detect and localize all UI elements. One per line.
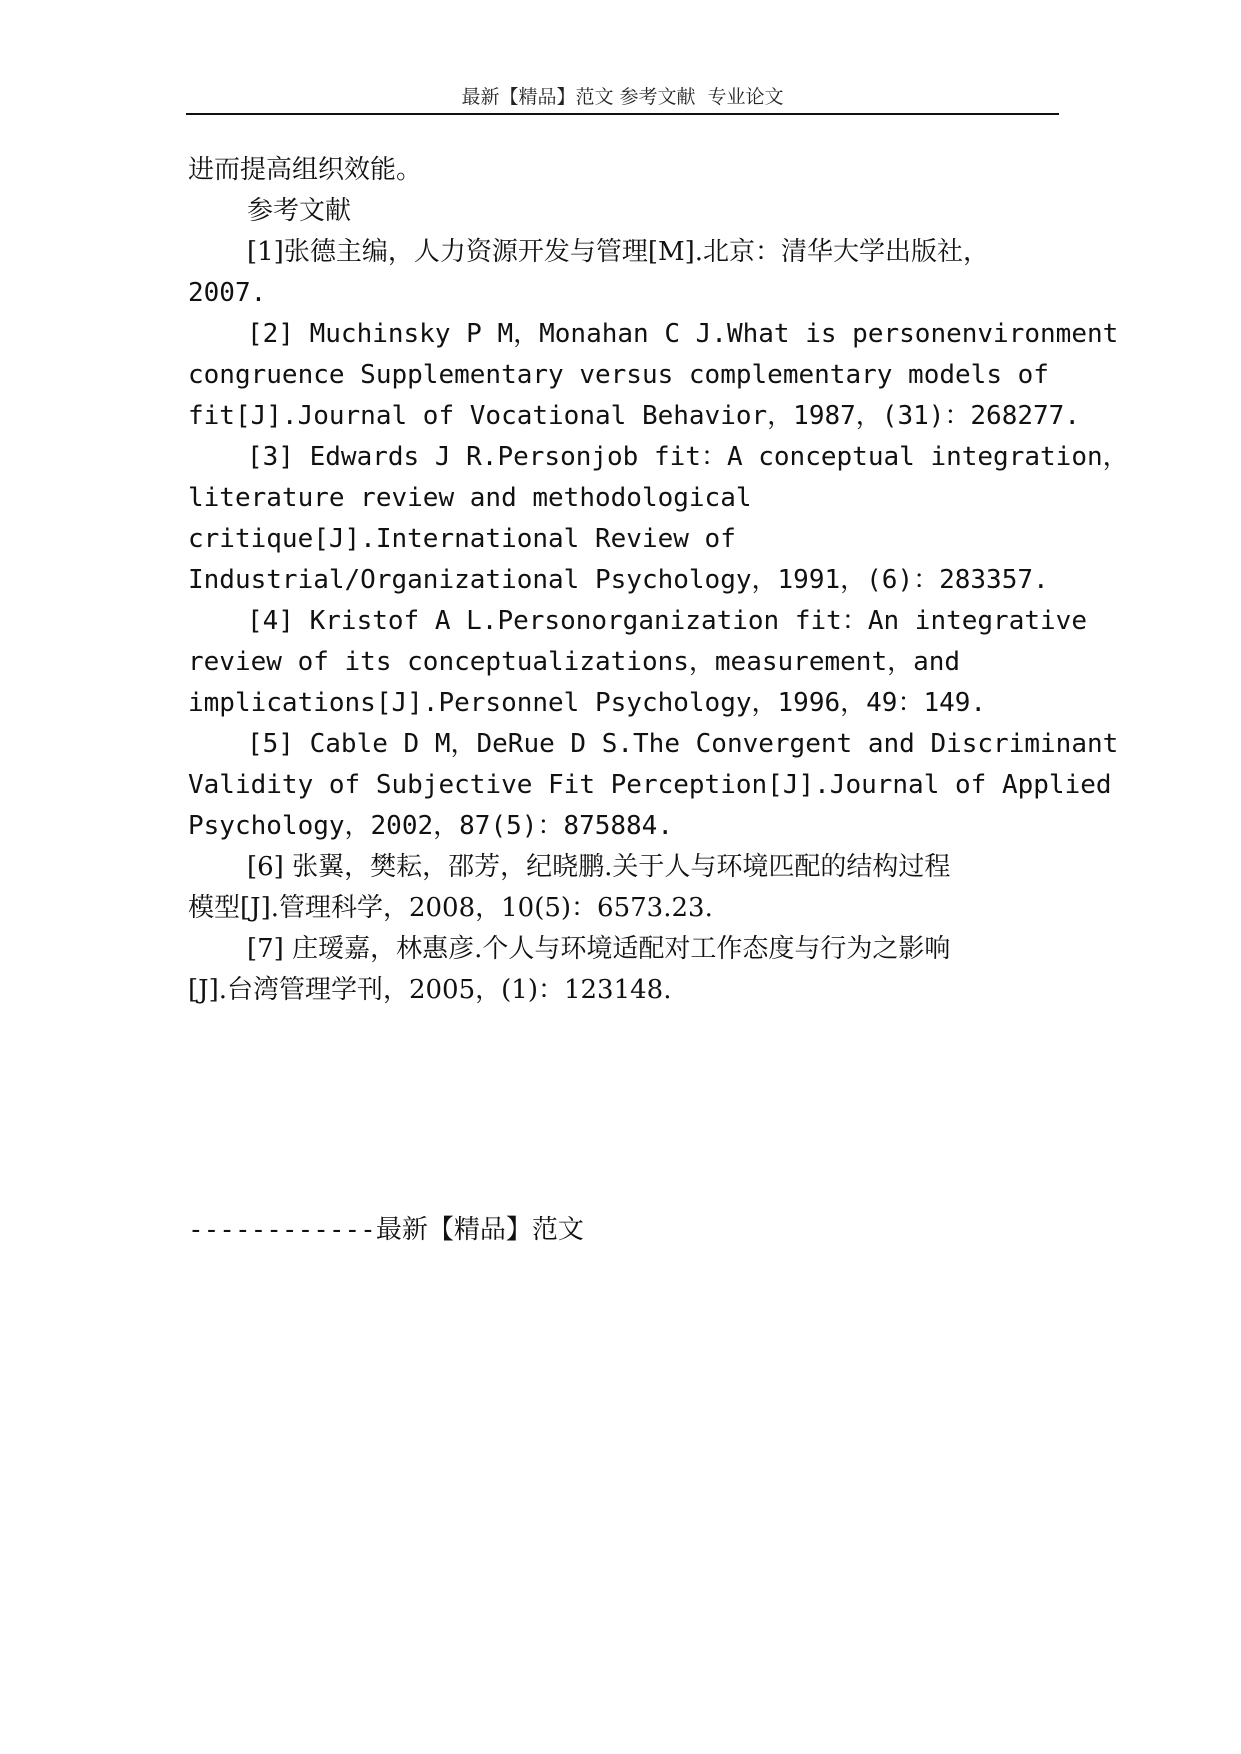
header-divider [186, 113, 1059, 115]
references-heading: 参考文献 [247, 196, 352, 226]
reference-line: Psychology，2002，87(5)：875884. [188, 811, 673, 841]
reference-line: [7] 庄瑷嘉，林惠彦.个人与环境适配对工作态度与行为之影响 [247, 934, 951, 964]
reference-line: critique[J].International Review of [188, 524, 736, 554]
running-header: 最新【精品】范文 参考文献 专业论文 [461, 86, 784, 108]
reference-line: [5] Cable D M，DeRue D S.The Convergent and Discriminant [247, 729, 1119, 759]
reference-line: implications[J].Personnel Psychology，1996，49：149. [188, 688, 987, 718]
reference-line: literature review and methodological [188, 483, 752, 513]
reference-line: 模型[J].管理科学，2008，10(5)：6573.23. [188, 893, 713, 923]
reference-line: congruence Supplementary versus complementary models of [188, 360, 1049, 390]
paragraph-line: 进而提高组织效能。 [188, 155, 423, 185]
reference-line: review of its conceptualizations，measurement，and [188, 647, 961, 677]
reference-line: [6] 张翼，樊耘，邵芳，纪晓鹏.关于人与环境匹配的结构过程 [247, 852, 951, 882]
reference-line: Validity of Subjective Fit Perception[J].Journal of Applied [188, 770, 1112, 800]
reference-line: [2] Muchinsky P M，Monahan C J.What is personenvironment [247, 319, 1119, 349]
reference-line: [3] Edwards J R.Personjob fit：A conceptual integration， [247, 442, 1129, 472]
reference-line: 2007. [188, 278, 267, 308]
reference-line: Industrial/Organizational Psychology，1991，(6)：283357. [188, 565, 1049, 595]
footer-tagline: ------------最新【精品】范文 [188, 1215, 584, 1245]
reference-line: [J].台湾管理学刊，2005，(1)：123148. [188, 975, 672, 1005]
reference-line: fit[J].Journal of Vocational Behavior，1987，(31)：268277. [188, 401, 1080, 431]
reference-line: [4] Kristof A L.Personorganization fit：An integrative [247, 606, 1087, 636]
reference-line: [1]张德主编，人力资源开发与管理[M].北京：清华大学出版社， [247, 237, 990, 267]
